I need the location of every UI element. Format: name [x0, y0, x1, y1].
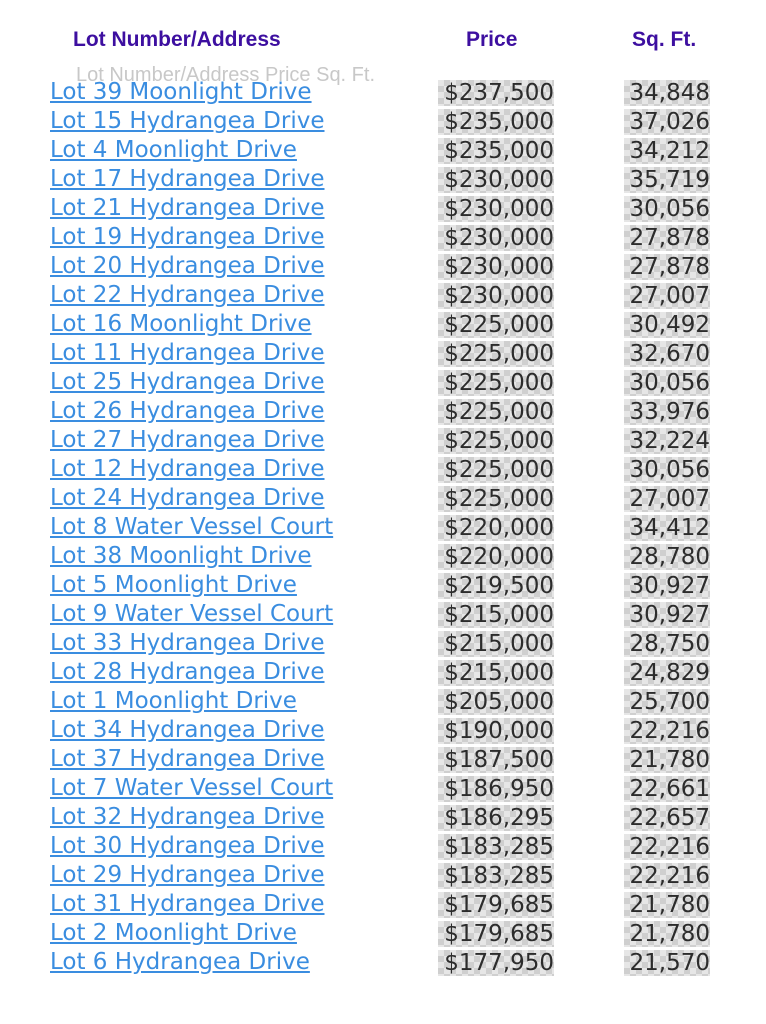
lot-address-link[interactable]: Lot 7 Water Vessel Court: [50, 775, 334, 801]
lot-price: $225,000: [438, 428, 554, 454]
column-header-lot-address: Lot Number/Address: [73, 28, 281, 51]
lot-sqft: 32,224: [624, 428, 710, 454]
lot-address-link[interactable]: Lot 22 Hydrangea Drive: [50, 282, 325, 308]
lot-price: $220,000: [438, 544, 554, 570]
lot-sqft: 30,927: [624, 602, 710, 628]
lot-sqft: 24,829: [624, 660, 710, 686]
lot-sqft: 27,007: [624, 283, 710, 309]
table-row: [0, 397, 766, 426]
table-row: [0, 310, 766, 339]
lot-sqft: 25,700: [624, 689, 710, 715]
lot-price: $230,000: [438, 196, 554, 222]
lot-price: $220,000: [438, 515, 554, 541]
lot-address-link[interactable]: Lot 9 Water Vessel Court: [50, 601, 334, 627]
lot-sqft: 30,056: [624, 457, 710, 483]
lot-address-link[interactable]: Lot 20 Hydrangea Drive: [50, 253, 325, 279]
lot-sqft: 21,780: [624, 747, 710, 773]
lot-price: $225,000: [438, 399, 554, 425]
lot-sqft: 21,780: [624, 921, 710, 947]
lot-address-link[interactable]: Lot 11 Hydrangea Drive: [50, 340, 325, 366]
lot-sqft: 34,848: [624, 80, 710, 106]
lot-price: $225,000: [438, 457, 554, 483]
lot-price: $225,000: [438, 370, 554, 396]
lot-price: $215,000: [438, 602, 554, 628]
lot-sqft: 30,492: [624, 312, 710, 338]
lot-sqft: 22,657: [624, 805, 710, 831]
lot-sqft: 27,007: [624, 486, 710, 512]
lot-address-link[interactable]: Lot 19 Hydrangea Drive: [50, 224, 325, 250]
lot-price: $205,000: [438, 689, 554, 715]
lot-price: $186,950: [438, 776, 554, 802]
lot-price: $177,950: [438, 950, 554, 976]
lot-sqft: 33,976: [624, 399, 710, 425]
lot-price: $186,295: [438, 805, 554, 831]
table-row: [0, 948, 766, 977]
lot-price: $235,000: [438, 109, 554, 135]
lot-price: $235,000: [438, 138, 554, 164]
table-row: [0, 832, 766, 861]
table-row: [0, 368, 766, 397]
lot-address-link[interactable]: Lot 29 Hydrangea Drive: [50, 862, 325, 888]
table-row: [0, 919, 766, 948]
lot-price: $190,000: [438, 718, 554, 744]
lot-sqft: 30,927: [624, 573, 710, 599]
column-header-sqft: Sq. Ft.: [632, 28, 697, 51]
lot-sqft: 28,750: [624, 631, 710, 657]
lot-sqft: 30,056: [624, 196, 710, 222]
lot-address-link[interactable]: Lot 16 Moonlight Drive: [50, 311, 312, 337]
lot-address-link[interactable]: Lot 17 Hydrangea Drive: [50, 166, 325, 192]
lot-price: $230,000: [438, 283, 554, 309]
table-row: [0, 745, 766, 774]
table-row: [0, 484, 766, 513]
lot-sqft: 32,670: [624, 341, 710, 367]
table-row: [0, 687, 766, 716]
lot-list: [0, 78, 766, 977]
lot-sqft: 37,026: [624, 109, 710, 135]
lot-address-link[interactable]: Lot 28 Hydrangea Drive: [50, 659, 325, 685]
lot-price: $215,000: [438, 660, 554, 686]
lot-price: $225,000: [438, 486, 554, 512]
lot-address-link[interactable]: Lot 5 Moonlight Drive: [50, 572, 297, 598]
table-header: [0, 28, 766, 56]
table-row: [0, 339, 766, 368]
table-row: [0, 861, 766, 890]
lot-address-link[interactable]: Lot 15 Hydrangea Drive: [50, 108, 325, 134]
table-row: [0, 107, 766, 136]
lot-price: $237,500: [438, 80, 554, 106]
table-row: [0, 252, 766, 281]
lot-sqft: 30,056: [624, 370, 710, 396]
lot-sqft: 21,570: [624, 950, 710, 976]
lot-address-link[interactable]: Lot 38 Moonlight Drive: [50, 543, 312, 569]
lot-address-link[interactable]: Lot 6 Hydrangea Drive: [50, 949, 310, 975]
table-row: [0, 658, 766, 687]
lot-price: $225,000: [438, 312, 554, 338]
table-row: [0, 426, 766, 455]
table-row: [0, 281, 766, 310]
lot-address-link[interactable]: Lot 25 Hydrangea Drive: [50, 369, 325, 395]
lot-price: $230,000: [438, 225, 554, 251]
table-row: [0, 513, 766, 542]
table-row: [0, 223, 766, 252]
lot-address-link[interactable]: Lot 1 Moonlight Drive: [50, 688, 297, 714]
lot-price: $230,000: [438, 254, 554, 280]
lot-sqft: 28,780: [624, 544, 710, 570]
lot-address-link[interactable]: Lot 31 Hydrangea Drive: [50, 891, 325, 917]
lot-sqft: 27,878: [624, 225, 710, 251]
lot-sqft: 22,216: [624, 834, 710, 860]
lot-address-link[interactable]: Lot 2 Moonlight Drive: [50, 920, 297, 946]
table-row: [0, 890, 766, 919]
column-header-price: Price: [466, 28, 518, 51]
table-row: [0, 600, 766, 629]
table-row: [0, 571, 766, 600]
lot-address-link[interactable]: Lot 21 Hydrangea Drive: [50, 195, 325, 221]
ghost-header-text: Lot Number/Address Price Sq. Ft.: [76, 64, 376, 86]
lot-sqft: 22,216: [624, 863, 710, 889]
lot-price: $215,000: [438, 631, 554, 657]
table-row: [0, 165, 766, 194]
lot-address-link[interactable]: Lot 37 Hydrangea Drive: [50, 746, 325, 772]
lot-price: $219,500: [438, 573, 554, 599]
lot-address-link[interactable]: Lot 30 Hydrangea Drive: [50, 833, 325, 859]
lot-price: $179,685: [438, 892, 554, 918]
lot-address-link[interactable]: Lot 27 Hydrangea Drive: [50, 427, 325, 453]
lot-price: $187,500: [438, 747, 554, 773]
lot-price: $179,685: [438, 921, 554, 947]
lot-sqft: 27,878: [624, 254, 710, 280]
table-row: [0, 803, 766, 832]
lot-address-link[interactable]: Lot 4 Moonlight Drive: [50, 137, 297, 163]
lot-sqft: 34,212: [624, 138, 710, 164]
lot-sqft: 35,719: [624, 167, 710, 193]
table-row: [0, 194, 766, 223]
lot-sqft: 22,661: [624, 776, 710, 802]
lot-address-link[interactable]: Lot 39 Moonlight Drive: [50, 79, 312, 105]
table-row: [0, 542, 766, 571]
lot-price: $183,285: [438, 863, 554, 889]
lot-price: $230,000: [438, 167, 554, 193]
table-row: [0, 455, 766, 484]
lot-price: $225,000: [438, 341, 554, 367]
lot-address-link[interactable]: Lot 33 Hydrangea Drive: [50, 630, 325, 656]
lot-address-link[interactable]: Lot 34 Hydrangea Drive: [50, 717, 325, 743]
table-row: [0, 629, 766, 658]
table-row: [0, 78, 766, 107]
table-row: [0, 774, 766, 803]
lot-sqft: 34,412: [624, 515, 710, 541]
lot-price: $183,285: [438, 834, 554, 860]
table-row: [0, 716, 766, 745]
lot-sqft: 21,780: [624, 892, 710, 918]
lot-address-link[interactable]: Lot 12 Hydrangea Drive: [50, 456, 325, 482]
lot-address-link[interactable]: Lot 8 Water Vessel Court: [50, 514, 334, 540]
lot-address-link[interactable]: Lot 24 Hydrangea Drive: [50, 485, 325, 511]
lot-address-link[interactable]: Lot 26 Hydrangea Drive: [50, 398, 325, 424]
lot-sqft: 22,216: [624, 718, 710, 744]
table-row: [0, 136, 766, 165]
lot-address-link[interactable]: Lot 32 Hydrangea Drive: [50, 804, 325, 830]
